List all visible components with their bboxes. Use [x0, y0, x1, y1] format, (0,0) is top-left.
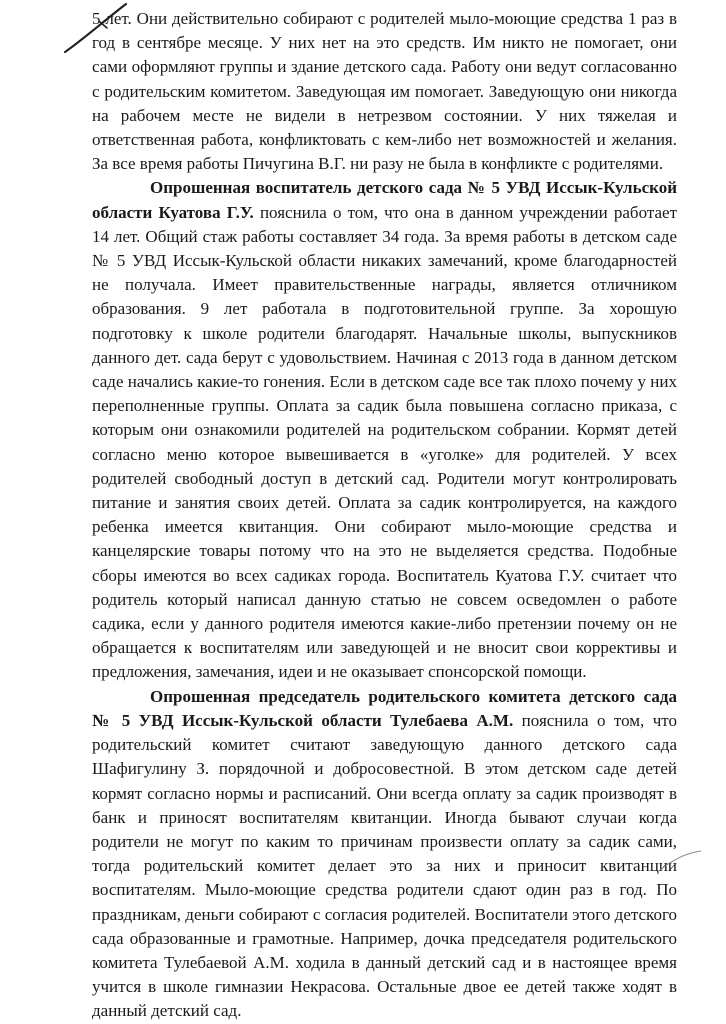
- kuatova-text: пояснила о том, что она в данном учреждении работает 14 лет. Общий стаж работы составляет 34 года. За время работы в детском саде № 5 УВД Иссык-Кульской области никаких замечаний, кроме благодарностей не получала. Имеет правительственные награды, является отличником образования. 9 лет работала в подготовительной группе. За хорошую подготовку к школе родители благодарят. Начальные школы, выпускников данного дет. сада берут с удовольствием. Начиная с 2013 года в данном детском саде начались какие-то гонения. Если в детском саде все так плохо почему у них переполненные группы. Оплата за садик была повышена согласно приказа, с которым они ознакомили родителей на родительском собрании. Кормят детей согласно меню которое вывешивается в «уголке» для родителей. У всех родителей свободный доступ в детский сад. Родители могут контролировать питание и занятия своих детей. Оплата за садик контролируется, на каждого ребенка имеется квитанция. Они собирают мыло-моющие средства и канцелярские товары потому что на это не выделяется средства. Подобные сборы имеются во всех садиках города. Воспитатель Куатова Г.У. считает что родитель который написал данную статью не совсем осведомлен о работе садика, если у данного родителя имеются какие-либо претензии почему он не обращается к воспитателям или заведующей и не вносит свои коррективы и предложения, замечания, идеи и не оказывает спонсорской помощи.: [92, 202, 677, 682]
- tulebaeva-heading: Опрошенная председатель родительского комитета детского сада № 5 УВД Иссык-Кульской области Тулебаева А.М.: [92, 686, 677, 730]
- tulebaeva-text: пояснила о том, что родительский комитет считают заведующую данного детского сада Шафигулину З. порядочной и добросовестной. В этом детском саде детей кормят согласно нормы и расписаний. Они всегда оплату за садик производят в банк и приносят воспитателям квитанции. Иногда бывают случаи когда родители не могут по каким то причинам произвести оплату за садик сами, тогда родительский комитет делает это за них и приносит квитанции воспитателям. Мыло-моющие средства родители сдают один раз в год. По праздникам, деньги собирают с согласия родителей. Воспитатели этого детского сада образованные и грамотные. Например, дочка председателя родительского комитета Тулебаевой А.М. ходила в данный детский сад и в настоящее время учится в школе гимназии Некрасова. Остальные двое ее детей также ходят в данный детский сад.: [92, 710, 677, 1021]
- paragraph-tulebaeva-statement: [92, 685, 677, 1024]
- corner-scan-mark: [655, 845, 705, 875]
- paragraph-teacher-statement-end: 5 лет. Они действительно собирают с родителей мыло-моющие средства 1 раз в год в сентябре месяце. У них нет на это средств. Им никто не помогает, они сами оформляют группы и здание детского сада. Работу они ведут согласованно с родительским комитетом. Заведующая им помогает. Заведующую они никогда на рабочем месте не видели в нетрезвом состоянии. У них тяжелая и ответственная работа, конфликтовать с кем-либо нет возможностей и желания. За все время работы Пичугина В.Г. ни разу не была в конфликте с родителями.: [92, 9, 677, 174]
- paragraph-kuatova-statement: [92, 176, 677, 684]
- kuatova-heading: Опрошенная воспитатель детского сада № 5 УВД Иссык-Кульской области Куатова Г.У.: [92, 178, 677, 222]
- document-body: [92, 7, 677, 1024]
